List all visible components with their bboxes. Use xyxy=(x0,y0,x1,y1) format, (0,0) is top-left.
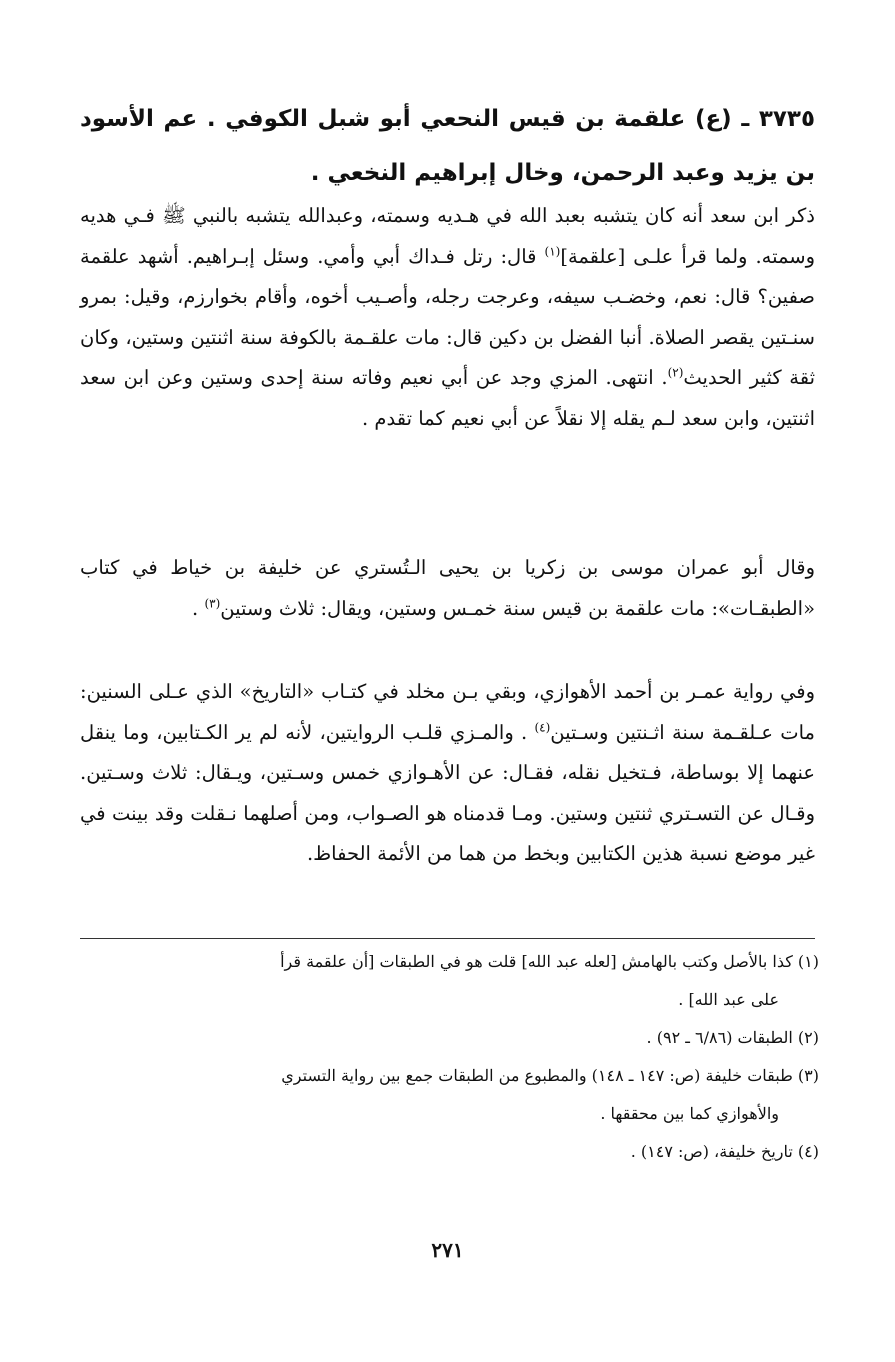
entry-heading: ٣٧٣٥ ـ (ع) علقمة بن قيس النحعي أبو شبل الكوفي . عم الأسود بن يزيد وعبد الرحمن، وخال إبراهيم النخعي . xyxy=(80,106,815,186)
footnote-ref-2: (٢) xyxy=(667,365,684,380)
paragraph-3 xyxy=(80,672,815,875)
footnote-4-text: (٤) تاريخ خليفة، (ص: ١٤٧) . xyxy=(630,1142,819,1161)
footnote-2 xyxy=(74,1019,819,1057)
paragraph-2-text-a: وقال أبو عمران موسى بن زكريا بن يحيى الـتُستري عن خليفة بن خياط في كتاب «الطبقـات»: مات علقمة بن قيس سنة خمـس وستين، ويقال: ثلاث وستين xyxy=(80,556,815,620)
footnote-1-continuation: على عبد الله] . xyxy=(678,990,779,1009)
footnote-divider xyxy=(80,938,815,939)
footnote-3-continuation: والأهوازي كما بين محققها . xyxy=(600,1104,779,1123)
footnotes xyxy=(74,943,819,1171)
footnote-1-text: (١) كذا بالأصل وكتب بالهامش [لعله عبد الله] قلت هو في الطبقات [أن علقمة قرأ xyxy=(280,952,819,971)
paragraph-3-text-b: . والمـزي قلـب الروايتين، لأنه لم ير الكـتابين، وما ينقل عنهما إلا بوساطة، فـتخيل نقله، فقـال: عن الأهـوازي خمس وسـتين، ويـقال: ثلاث وسـتين. وقـال عن التسـتري ثنتين وستين. ومـا قدمناه هو الصـواب، ومن أصلهما نـقلت وقد بينت في غير موضع نسبة هذين الكتابين وبخط من هما من الأئمة الحفاظ. xyxy=(80,720,815,865)
footnote-2-text: (٢) الطبقات (٦/٨٦ ـ ٩٢) . xyxy=(646,1028,819,1047)
footnote-ref-3: (٣) xyxy=(204,596,221,610)
footnote-1 xyxy=(74,943,819,1019)
paragraph-1-text-a: ذكر ابن سعد أنه كان يتشبه بعبد الله في هـديه وسمته، وعبدالله يتشبه بالنبي ﷺ فـي هديه وسمته. ولما قرأ علـى [علقمة] xyxy=(80,204,816,268)
paragraph-2 xyxy=(80,548,815,629)
paragraph-3-text-a: وفي رواية عمـر بن أحمد الأهوازي، وبقي بـن مخلد في كتـاب «التاريخ» الذي عـلى السنين: مات عـلقـمة سنة اثـنتين وسـتين xyxy=(80,680,815,744)
footnote-ref-4: (٤) xyxy=(534,720,551,734)
paragraph-1-text-b: قال: رتل فـداك أبي وأمي. وسئل إبـراهيم. أشهد علقمة صفين؟ قال: نعم، وخضـب سيفه، وعرجت رجله، وأصـيب أخوه، وأقام بخوارزم، وقيل: بمرو سنـتين يقصر الصلاة. أنبا الفضل بن دكين قال: مات علقـمة بالكوفة سنة اثنتين وستين، وكان ثقة كثير الحديث xyxy=(80,244,815,389)
footnote-3-text: (٣) طبقات خليفة (ص: ١٤٧ ـ ١٤٨) والمطبوع من الطبقات جمع بين رواية التستري xyxy=(281,1066,819,1085)
footnote-3 xyxy=(74,1057,819,1133)
page-number: ٢٧١ xyxy=(431,1238,464,1262)
paragraph-1-text-c: . انتهى. المزي وجد عن أبي نعيم وفاته سنة إحدى وستين وعن ابن سعد اثنتين، وابن سعد لـم يقله إلا نقلاً عن أبي نعيم كما تقدم . xyxy=(80,366,815,430)
paragraph-1 xyxy=(80,196,815,439)
footnote-4 xyxy=(74,1133,819,1171)
paragraph-2-text-b: . xyxy=(192,596,205,620)
footnote-ref-1: (١) xyxy=(544,244,561,258)
